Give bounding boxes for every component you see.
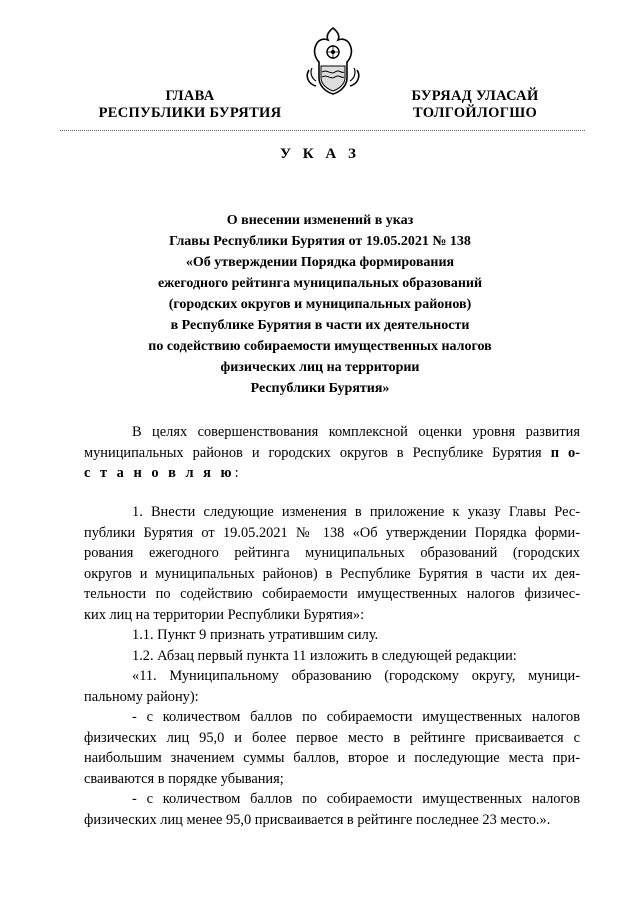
dash-item-line: физических лиц менее 95,0 присваивается в рейтинге последнее 23 место.». [84,811,551,828]
item-1-line: рования ежегодного рейтинга муниципальных образований (городских [84,545,580,561]
title-line: ежегодного рейтинга муниципальных образований [157,276,483,291]
republic-emblem-icon [302,26,364,96]
issuer-title-bua-line2: ТОЛГОЙЛОГШО [412,105,538,121]
issuer-title-ru-line2: РЕСПУБЛИКИ БУРЯТИЯ [98,105,282,121]
item-1-line: округов и муниципальных районов) в Республике Бурятия в части их дея- [84,565,580,582]
title-line: О внесении изменений в указ [226,213,414,228]
item-1-line: ких лиц на территории Республики Бурятия»: [84,606,365,623]
preamble-line: В целях совершенствования комплексной оценки уровня развития [132,424,580,440]
decree-word-part: п о- [550,444,580,461]
title-line: Главы Республики Бурятия от 19.05.2021 № 138 [169,234,471,249]
title-line: (городских округов и муниципальных районов) [168,297,472,312]
title-line: по содействию собираемости имущественных налогов [148,339,492,354]
title-line: «Об утверждении Порядка формирования [185,255,455,270]
dash-item-line: физических лиц 95,0 и более первое место в рейтинге присваивается с [84,729,580,746]
title-line: в Республике Бурятия в части их деятельности [170,318,470,333]
preamble-line [84,443,580,464]
preamble-line [84,463,580,484]
item-11-line: пальному району): [84,688,199,705]
title-line: физических лиц на территории [220,360,420,375]
dash-item-line: - с количеством баллов по собираемости имущественных налогов [132,791,580,807]
decree-word: с т а н о в л я ю [84,465,235,481]
preamble-paragraph [84,422,580,484]
item-1-line: публики Бурятия от 19.05.2021 № 138 «Об утверждении Порядка форми- [84,524,580,541]
issuer-header-left [80,88,300,122]
preamble-text: муниципальных районов и городских округов в Республике Бурятия [84,444,551,461]
item-1-2: 1.2. Абзац первый пункта 11 изложить в следующей редакции: [132,647,517,664]
title-line: Республики Бурятия» [250,381,390,396]
issuer-title-ru-line1: ГЛАВА [165,88,215,104]
dash-item-line: сваиваются в порядке убывания; [84,770,284,787]
decree-items [84,502,580,830]
issuer-header-right [380,88,570,122]
document-title [110,210,530,399]
dash-item-line: наибольшим значением суммы баллов, второе и последующие места при- [84,750,580,766]
item-1-line: 1. Внести следующие изменения в приложение к указу Главы Рес- [132,504,580,520]
dash-item-line: - с количеством баллов по собираемости имущественных налогов [132,709,580,725]
item-1-1: 1.1. Пункт 9 признать утратившим силу. [132,627,379,643]
issuer-title-bua-line1: БУРЯАД УЛАСАЙ [411,88,539,104]
header-divider [60,130,585,131]
decree-colon: : [234,465,239,481]
item-11-line: «11. Муниципальному образованию (городскому округу, муници- [132,668,580,684]
document-type-heading: У К А З [280,146,360,162]
item-1-line: тельности по содействию собираемости имущественных налогов физичес- [84,586,580,602]
